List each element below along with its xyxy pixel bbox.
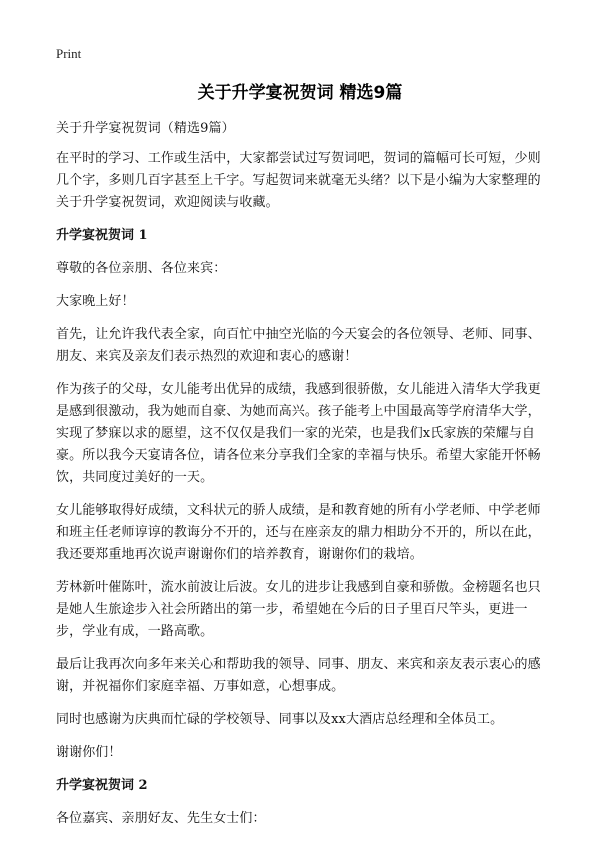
paragraph-welcome: 首先，让允许我代表全家，向百忙中抽空光临的今天宴会的各位领导、老师、同事、朋友、来宾及亲友们表示热烈的欢迎和衷心的感谢！ <box>56 327 541 364</box>
print-link[interactable]: Print <box>56 46 82 61</box>
paragraph-teachers: 女儿能够取得好成绩，文科状元的骄人成绩，是和教育她的所有小学老师、中学老师和班主任老师谆谆的教诲分不开的，还与在座亲友的鼎力相助分不开的，所以在此，我还要郑重地再次说声谢谢你们的培养教育，谢谢你们的栽培。 <box>56 503 541 562</box>
paragraph-parents: 作为孩子的父母，女儿能考出优异的成绩，我感到很骄傲，女儿能进入清华大学我更是感到很激动，我为她而自豪、为她而高兴。孩子能考上中国最高等学府清华大学，实现了梦寐以求的愿望，这不仅仅是我们一家的光荣，也是我们x氏家族的荣耀与自豪。所以我今天宴请各位，请各位来分享我们全家的幸福与快乐。希望大家能开怀畅饮，共同度过美好的一天。 <box>56 382 541 485</box>
page-title: 关于升学宴祝贺词 精选9篇 <box>197 83 403 103</box>
paragraph-progress: 芳林新叶催陈叶，流水前波让后波。女儿的进步让我感到自豪和骄傲。金榜题名也只是她人生旅途步入社会所踏出的第一步，希望她在今后的日子里百尺竿头，更进一步，学业有成，一路高歌。 <box>56 580 541 639</box>
section-heading-2: 升学宴祝贺词 2 <box>56 778 148 793</box>
document-body <box>56 118 548 841</box>
paragraph-greeting: 尊敬的各位亲朋、各位来宾： <box>56 261 227 276</box>
section-heading-1: 升学宴祝贺词 1 <box>56 228 148 243</box>
paragraph-thanks: 最后让我再次向多年来关心和帮助我的领导、同事、朋友、来宾和亲友表示衷心的感谢，并祝福你们家庭幸福、万事如意，心想事成。 <box>56 657 541 694</box>
document-subtitle: 关于升学宴祝贺词（精选9篇） <box>56 121 235 136</box>
paragraph-greeting-2: 各位嘉宾、亲朋好友、先生女士们： <box>56 811 266 826</box>
intro-paragraph: 在平时的学习、工作或生活中，大家都尝试过写贺词吧，贺词的篇幅可长可短，少则几个字，多则几百字甚至上千字。写起贺词来就毫无头绪？以下是小编为大家整理的关于升学宴祝贺词，欢迎阅读与收藏。 <box>56 151 541 210</box>
paragraph-staff: 同时也感谢为庆典而忙碌的学校领导、同事以及xx大酒店总经理和全体员工。 <box>56 712 504 727</box>
paragraph-evening: 大家晚上好！ <box>56 294 135 309</box>
paragraph-closing: 谢谢你们！ <box>56 745 122 760</box>
